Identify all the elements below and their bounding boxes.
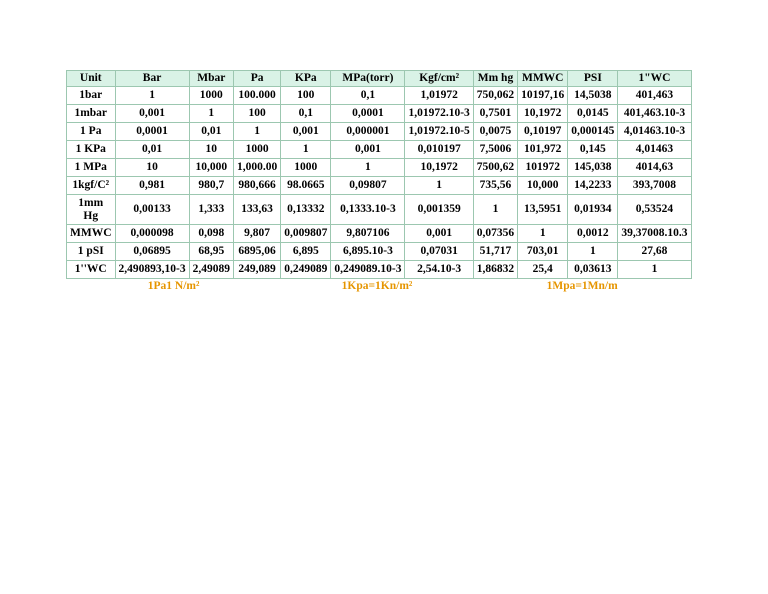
table-cell: 0,01934 (568, 195, 618, 225)
row-label: 1''WC (67, 261, 116, 279)
table-cell: 0,09807 (331, 177, 405, 195)
table-cell: 0,145 (568, 141, 618, 159)
table-cell: 0,06895 (115, 243, 189, 261)
row-label: 1mm Hg (67, 195, 116, 225)
header-row (67, 71, 692, 87)
table-cell: 1 (473, 195, 517, 225)
table-cell: 1 (618, 261, 691, 279)
column-header: Unit (67, 71, 116, 87)
table-cell: 401,463.10-3 (618, 105, 691, 123)
table-cell: 1 (518, 225, 568, 243)
table-cell: 1 (405, 177, 473, 195)
column-header: Mbar (189, 71, 233, 87)
row-label: 1mbar (67, 105, 116, 123)
table-cell: 1,01972.10-3 (405, 105, 473, 123)
table-cell: 0,13332 (281, 195, 331, 225)
table-cell: 0,098 (189, 225, 233, 243)
table-cell: 0,01 (115, 141, 189, 159)
table-cell: 735,56 (473, 177, 517, 195)
table-cell: 0,001 (405, 225, 473, 243)
table-cell: 249,089 (233, 261, 280, 279)
table-cell: 0,001 (331, 141, 405, 159)
table-row (67, 195, 692, 225)
table-cell: 1 (233, 123, 280, 141)
column-header: Mm hg (473, 71, 517, 87)
table-cell: 14,5038 (568, 87, 618, 105)
row-label: 1 KPa (67, 141, 116, 159)
table-cell: 14,2233 (568, 177, 618, 195)
table-cell: 1000 (189, 87, 233, 105)
table-row (67, 123, 692, 141)
row-label: 1 Pa (67, 123, 116, 141)
table-cell: 1 (189, 105, 233, 123)
table-cell: 6,895.10-3 (331, 243, 405, 261)
table-cell: 0,03613 (568, 261, 618, 279)
table-cell: 25,4 (518, 261, 568, 279)
table-cell: 980,7 (189, 177, 233, 195)
table-cell: 0,07031 (405, 243, 473, 261)
table-row (67, 141, 692, 159)
column-header: Pa (233, 71, 280, 87)
table-row (67, 87, 692, 105)
table-cell: 100.000 (233, 87, 280, 105)
table-cell: 0,001 (115, 105, 189, 123)
footer-pa-note: 1Pa1 N/m² (67, 279, 281, 295)
table-cell: 0,1 (281, 105, 331, 123)
table-cell: 1 (568, 243, 618, 261)
table-cell: 6,895 (281, 243, 331, 261)
table-cell: 4014,63 (618, 159, 691, 177)
table-cell: 1,01972 (405, 87, 473, 105)
table-cell: 51,717 (473, 243, 517, 261)
table-cell: 0,7501 (473, 105, 517, 123)
table-cell: 1,333 (189, 195, 233, 225)
table-cell: 2,49089 (189, 261, 233, 279)
table-row (67, 225, 692, 243)
table-cell: 7500,62 (473, 159, 517, 177)
table-cell: 0,000145 (568, 123, 618, 141)
table-cell: 6895,06 (233, 243, 280, 261)
table-cell: 0,009807 (281, 225, 331, 243)
table-cell: 1000 (233, 141, 280, 159)
row-label: MMWC (67, 225, 116, 243)
table-cell: 0,249089 (281, 261, 331, 279)
table-cell: 0,53524 (618, 195, 691, 225)
table-cell: 13,5951 (518, 195, 568, 225)
column-header: MPa(torr) (331, 71, 405, 87)
table-cell: 1,86832 (473, 261, 517, 279)
table-cell: 0,0145 (568, 105, 618, 123)
table-cell: 0,249089.10-3 (331, 261, 405, 279)
table-cell: 0,07356 (473, 225, 517, 243)
column-header: Kgf/cm² (405, 71, 473, 87)
pressure-conversion-table (66, 70, 692, 294)
table-cell: 4,01463.10-3 (618, 123, 691, 141)
table-cell: 0,000098 (115, 225, 189, 243)
table-cell: 0,010197 (405, 141, 473, 159)
table-cell: 0,0001 (115, 123, 189, 141)
column-header: KPa (281, 71, 331, 87)
table-cell: 1 (115, 87, 189, 105)
table-cell: 0,01 (189, 123, 233, 141)
table-cell: 133,63 (233, 195, 280, 225)
table-cell: 0,001359 (405, 195, 473, 225)
column-header: MMWC (518, 71, 568, 87)
table-cell: 0,981 (115, 177, 189, 195)
table-cell: 1,000.00 (233, 159, 280, 177)
table-cell: 101972 (518, 159, 568, 177)
row-label: 1kgf/C² (67, 177, 116, 195)
table-cell: 68,95 (189, 243, 233, 261)
table-cell: 10 (115, 159, 189, 177)
table-cell: 10,000 (518, 177, 568, 195)
table-cell: 2,490893,10-3 (115, 261, 189, 279)
table-cell: 9,807 (233, 225, 280, 243)
footer-mpa-note: 1Mpa=1Mn/m (473, 279, 691, 295)
table-cell: 0,10197 (518, 123, 568, 141)
table-cell: 980,666 (233, 177, 280, 195)
table-cell: 10,1972 (518, 105, 568, 123)
table-row (67, 159, 692, 177)
table-cell: 703,01 (518, 243, 568, 261)
table-cell: 10,1972 (405, 159, 473, 177)
table-cell: 7,5006 (473, 141, 517, 159)
table-cell: 27,68 (618, 243, 691, 261)
table-cell: 10,000 (189, 159, 233, 177)
table-cell: 750,062 (473, 87, 517, 105)
table-cell: 1000 (281, 159, 331, 177)
table-cell: 145,038 (568, 159, 618, 177)
table-cell: 0,000001 (331, 123, 405, 141)
table-row (67, 243, 692, 261)
table-cell: 0,001 (281, 123, 331, 141)
table-cell: 101,972 (518, 141, 568, 159)
table-body (67, 87, 692, 279)
table-cell: 0,1 (331, 87, 405, 105)
table-cell: 2,54.10-3 (405, 261, 473, 279)
column-header: 1"WC (618, 71, 691, 87)
column-header: Bar (115, 71, 189, 87)
table-cell: 100 (233, 105, 280, 123)
table-cell: 0,0012 (568, 225, 618, 243)
table-cell: 0,1333.10-3 (331, 195, 405, 225)
row-label: 1bar (67, 87, 116, 105)
table-cell: 10 (189, 141, 233, 159)
row-label: 1 MPa (67, 159, 116, 177)
table-cell: 4,01463 (618, 141, 691, 159)
row-label: 1 pSI (67, 243, 116, 261)
footer-kpa-note: 1Kpa=1Kn/m² (281, 279, 474, 295)
table-cell: 10197,16 (518, 87, 568, 105)
table-cell: 0,0001 (331, 105, 405, 123)
table-cell: 0,00133 (115, 195, 189, 225)
table-row (67, 261, 692, 279)
table-cell: 98.0665 (281, 177, 331, 195)
footer-row (67, 279, 692, 295)
table-cell: 39,37008.10.3 (618, 225, 691, 243)
table-cell: 401,463 (618, 87, 691, 105)
table-row (67, 177, 692, 195)
table-cell: 100 (281, 87, 331, 105)
table-cell: 393,7008 (618, 177, 691, 195)
table-row (67, 105, 692, 123)
table-cell: 1 (331, 159, 405, 177)
column-header: PSI (568, 71, 618, 87)
table-cell: 1,01972.10-5 (405, 123, 473, 141)
table-cell: 0,0075 (473, 123, 517, 141)
table-cell: 9,807106 (331, 225, 405, 243)
table-cell: 1 (281, 141, 331, 159)
